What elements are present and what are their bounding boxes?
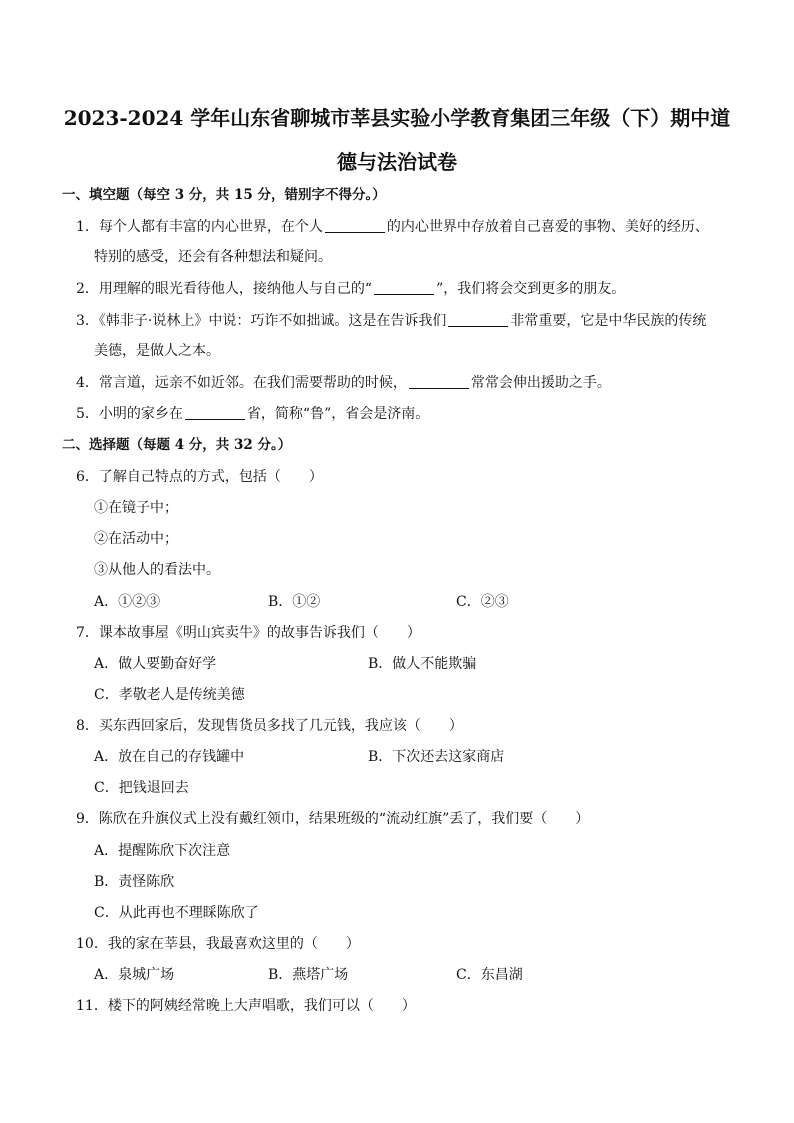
question-4 [76, 374, 611, 392]
question-6-option-b[interactable]: B．①② [268, 594, 321, 610]
question-9-option-a[interactable]: A．提醒陈欣下次注意 [94, 843, 231, 859]
exam-title-line-2: 德与法治试卷 [337, 150, 457, 174]
question-10-option-c[interactable]: C．东昌湖 [456, 967, 523, 983]
question-1-text-a: 1．每个人都有丰富的内心世界，在个人 [76, 219, 323, 235]
question-1-line-2: 特别的感受，还会有各种想法和疑问。 [94, 249, 332, 265]
question-8-option-b[interactable]: B．下次还去这家商店 [368, 749, 505, 765]
question-3-line-1 [76, 312, 706, 330]
answer-blank[interactable] [185, 405, 245, 420]
answer-blank[interactable] [448, 312, 508, 327]
question-7-option-a[interactable]: A．做人要勤奋好学 [94, 656, 217, 672]
question-1-text-b: 的内心世界中存放着自己喜爱的事物、美好的经历、 [386, 219, 709, 235]
question-8-option-a[interactable]: A．放在自己的存钱罐中 [94, 749, 245, 765]
question-2-text-b: ”，我们将会交到更多的朋友。 [436, 281, 626, 297]
answer-blank[interactable] [409, 374, 469, 389]
question-5-text-b: 省，简称“鲁”，省会是济南。 [246, 406, 430, 422]
section-2-heading: 二、选择题（每题 4 分，共 32 分。） [62, 437, 292, 453]
question-8-option-c[interactable]: C．把钱退回去 [94, 780, 189, 796]
question-4-text-a: 4．常言道，远亲不如近邻。在我们需要帮助的时候， [76, 375, 407, 391]
question-10-option-b[interactable]: B．燕塔广场 [268, 967, 349, 983]
question-5-text-a: 5．小明的家乡在 [76, 406, 183, 422]
question-2-text-a: 2．用理解的眼光看待他人，接纳他人与自己的“ [76, 281, 373, 297]
question-6-item: ③从他人的看法中。 [94, 562, 220, 578]
section-1-heading: 一、填空题（每空 3 分，共 15 分，错别字不得分。） [62, 187, 386, 203]
question-10-option-a[interactable]: A．泉城广场 [94, 967, 175, 983]
question-10-stem: 10．我的家在莘县，我最喜欢这里的（ ） [76, 936, 360, 952]
question-8-stem: 8．买东西回家后，发现售货员多找了几元钱，我应该（ ） [76, 718, 463, 734]
question-3-text-b: 非常重要，它是中华民族的传统 [510, 313, 707, 329]
question-9-option-b[interactable]: B．责怪陈欣 [94, 874, 175, 890]
question-6-item: ①在镜子中； [94, 500, 178, 516]
question-1-line-1 [76, 218, 709, 236]
question-7-stem: 7．课本故事屋《明山宾卖牛》的故事告诉我们（ ） [76, 625, 421, 641]
question-7-option-c[interactable]: C．孝敬老人是传统美德 [94, 687, 245, 703]
question-9-stem: 9．陈欣在升旗仪式上没有戴红领巾，结果班级的“流动红旗”丢了，我们要（ ） [76, 811, 590, 827]
question-11-stem: 11．楼下的阿姨经常晚上大声唱歌，我们可以（ ） [76, 998, 416, 1014]
question-6-item: ②在活动中； [94, 531, 178, 547]
answer-blank[interactable] [325, 218, 385, 233]
question-5 [76, 405, 429, 423]
question-6-option-c[interactable]: C．②③ [456, 594, 509, 610]
question-6-option-a[interactable]: A．①②③ [94, 594, 161, 610]
answer-blank[interactable] [374, 280, 434, 295]
question-4-text-b: 常常会伸出援助之手。 [470, 375, 611, 391]
exam-title-line-1: 2023-2024 学年山东省聊城市莘县实验小学教育集团三年级（下）期中道 [63, 106, 731, 130]
question-3-line-2: 美德，是做人之本。 [94, 343, 220, 359]
question-7-option-b[interactable]: B．做人不能欺骗 [368, 656, 477, 672]
question-9-option-c[interactable]: C．从此再也不理睬陈欣了 [94, 905, 259, 921]
question-2 [76, 280, 625, 298]
question-3-text-a: 3．《韩非子·说林上》中说：巧诈不如拙诚。这是在告诉我们 [76, 313, 447, 329]
question-6-stem: 6．了解自己特点的方式，包括（ ） [76, 469, 323, 485]
